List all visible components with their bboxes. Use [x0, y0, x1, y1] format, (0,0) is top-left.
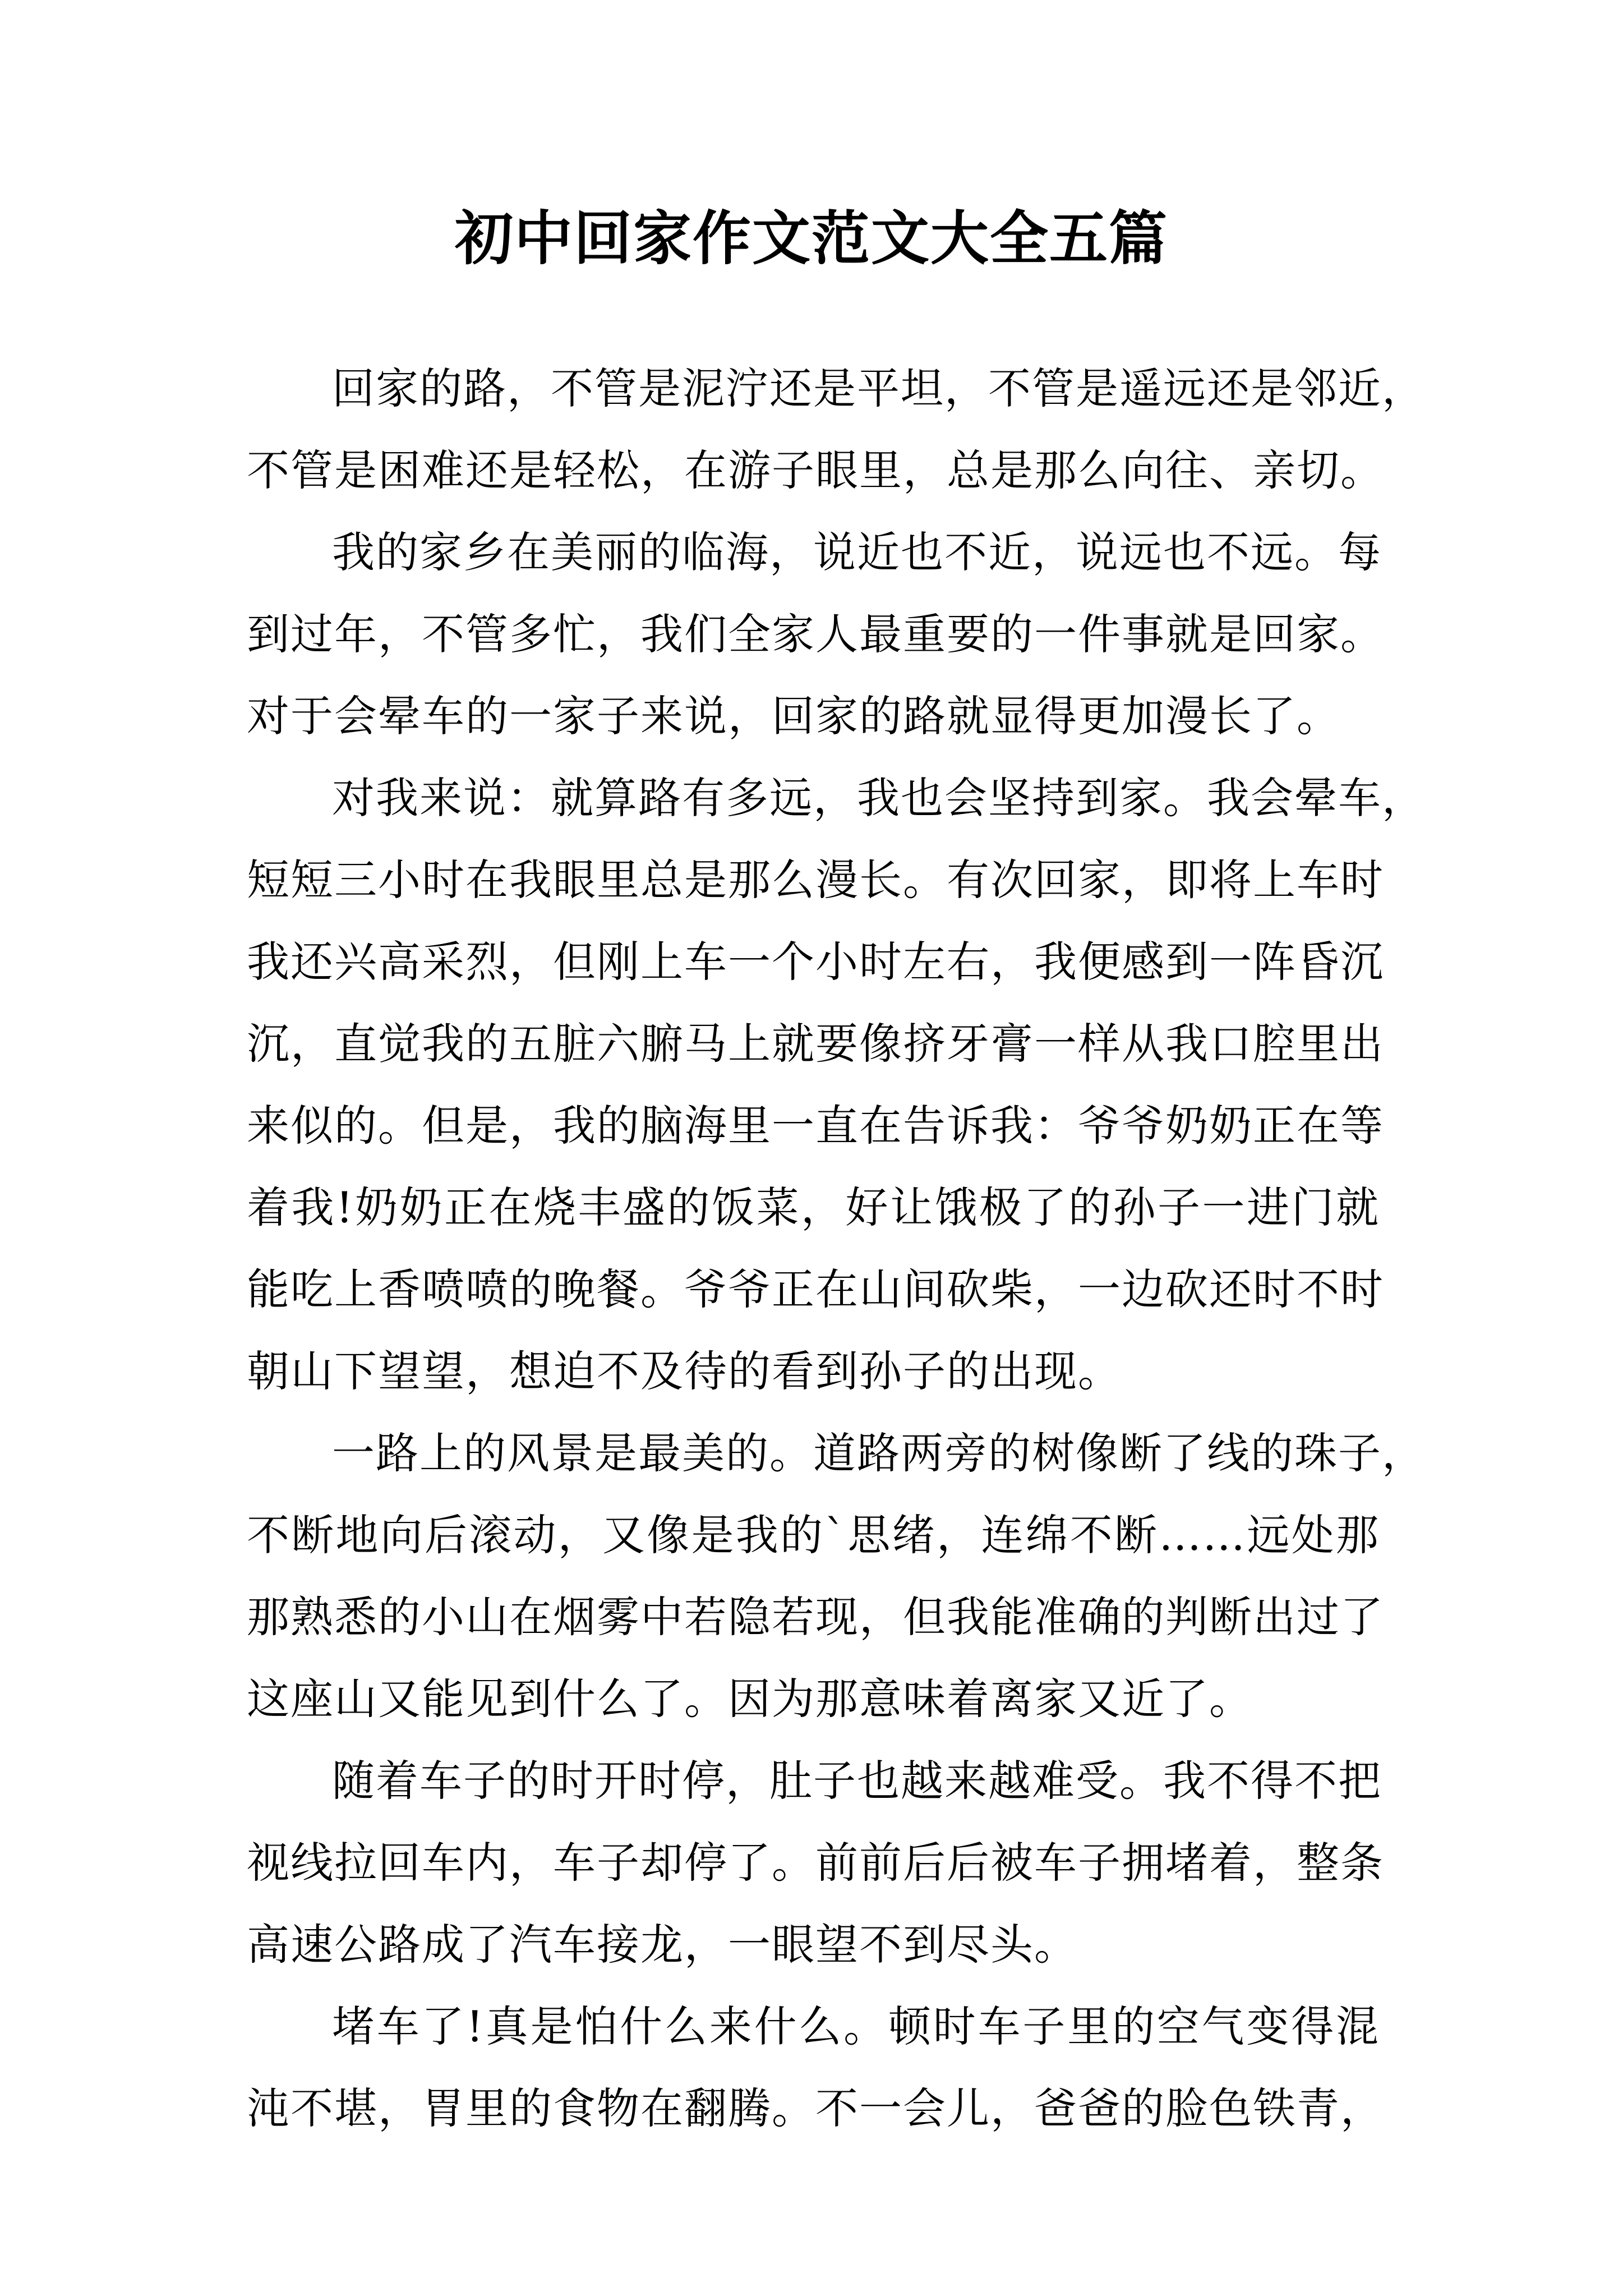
- text-line: 这座山又能见到什么了。因为那意味着离家又近了。: [247, 1674, 1253, 1724]
- text-line: 堵车了!真是怕什么来什么。顿时车子里的空气变得混: [332, 2001, 1380, 2051]
- paragraph: [247, 1412, 1426, 1740]
- text-line: 沉，直觉我的五脏六腑马上就要像挤牙膏一样从我口腔里出: [247, 1019, 1384, 1069]
- text-line: 能吃上香喷喷的晚餐。爷爷正在山间砍柴，一边砍还时不时: [247, 1264, 1384, 1314]
- document-title: 初中回家作文范文大全五篇: [454, 204, 1168, 273]
- document-body: [247, 348, 1426, 2150]
- text-line: 对于会晕车的一家子来说，回家的路就显得更加漫长了。: [247, 691, 1340, 741]
- text-line: 高速公路成了汽车接龙，一眼望不到尽头。: [247, 1920, 1078, 1970]
- text-line: 不管是困难还是轻松，在游子眼里，总是那么向往、亲切。: [247, 445, 1384, 495]
- paragraph: [247, 757, 1426, 1412]
- paragraph: [247, 512, 1384, 757]
- text-line: 朝山下望望，想迫不及待的看到孙子的出现。: [247, 1346, 1122, 1396]
- text-line: 我的家乡在美丽的临海，说近也不近，说远也不远。每: [332, 527, 1382, 577]
- text-line: 随着车子的时开时停，肚子也越来越难受。我不得不把: [332, 1756, 1382, 1806]
- paragraph: [247, 1740, 1384, 1986]
- text-line: 回家的路，不管是泥泞还是平坦，不管是遥远还是邻近，: [332, 364, 1426, 413]
- text-line: 一路上的风景是最美的。道路两旁的树像断了线的珠子，: [332, 1428, 1426, 1478]
- paragraph: [247, 1986, 1384, 2150]
- text-line: 短短三小时在我眼里总是那么漫长。有次回家，即将上车时: [247, 855, 1384, 905]
- text-line: 对我来说：就算路有多远，我也会坚持到家。我会晕车，: [332, 773, 1426, 823]
- text-line: 来似的。但是，我的脑海里一直在告诉我：爷爷奶奶正在等: [247, 1101, 1384, 1151]
- paragraph: [247, 348, 1426, 512]
- text-line: 我还兴高采烈，但刚上车一个小时左右，我便感到一阵昏沉: [247, 937, 1384, 987]
- text-line: 那熟悉的小山在烟雾中若隐若现，但我能准确的判断出过了: [247, 1592, 1384, 1642]
- text-line: 沌不堪，胃里的食物在翻腾。不一会儿，爸爸的脸色铁青，: [247, 2083, 1384, 2133]
- text-line: 着我!奶奶正在烧丰盛的饭菜，好让饿极了的孙子一进门就: [247, 1182, 1380, 1232]
- text-line: 视线拉回车内，车子却停了。前前后后被车子拥堵着，整条: [247, 1838, 1384, 1888]
- text-line: 不断地向后滚动，又像是我的`思绪，连绵不断……远处那: [247, 1510, 1380, 1560]
- text-line: 到过年，不管多忙，我们全家人最重要的一件事就是回家。: [247, 609, 1384, 659]
